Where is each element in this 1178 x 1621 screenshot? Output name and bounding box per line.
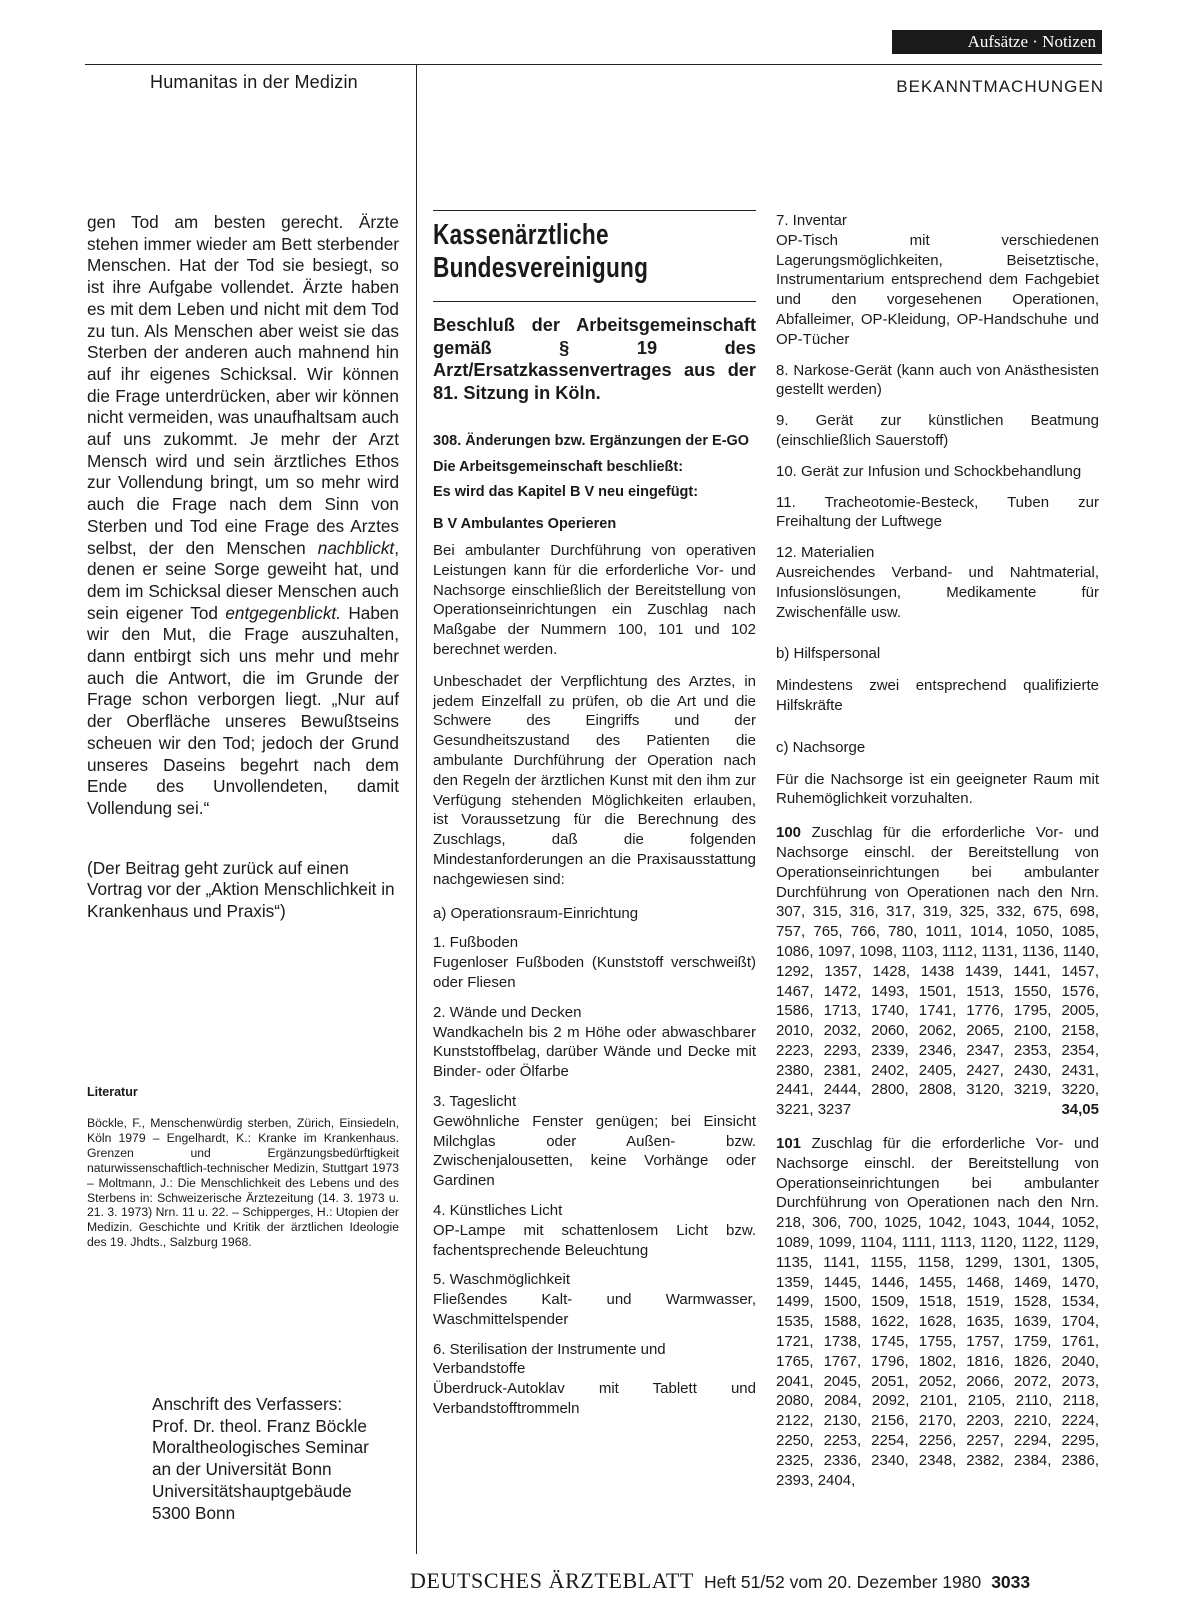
requirement-item: 3. Tageslicht Gewöhnliche Fenster genügen; bei Einsicht Milchglas oder Außen- bzw. Zwischenjalousetten, keine Vorhänge oder Gardinen <box>433 1092 756 1190</box>
announcement-column <box>433 210 756 1419</box>
fee-entry-100 <box>776 823 1099 1120</box>
fee-code: 100 <box>776 824 802 842</box>
title-rule <box>433 210 756 211</box>
fee-description: Zuschlag für die erforderliche Vor- und Nachsorge einschl. der Bereitstellung von Operationseinrichtungen bei ambulanter Durchführung von Operationen nach den Nrn. 307, 315, 316, 317, 319, 325, 332, 675, 698, 757, 765, 766, 780, 1011, 1014, 1050, 1085, 1086, 1097, 1098, 1103, 1112, 1131, 1136, 1140, 1292, 1357, 1428, 1438 1439, 1441, 1457, 1467, 1472, 1493, 1501, 1513, 1550, 1576, 1586, 1713, 1740, 1741, 1776, 1795, 2005, 2010, 2032, 2060, 2062, 2065, 2100, 2158, 2223, 2293, 2339, 2346, 2347, 2353, 2354, 2380, 2381, 2402, 2405, 2427, 2430, 2431, 2441, 2444, 2800, 2808, 3120, 3219, 3220, 3221, 3237 <box>776 824 1099 1119</box>
section-title-left: Humanitas in der Medizin <box>150 72 358 92</box>
chapter-inserted: Es wird das Kapitel B V neu eingefügt: <box>433 484 699 500</box>
requirement-item: 9. Gerät zur künstlichen Beatmung (einschließlich Sauerstoff) <box>776 412 1099 449</box>
resolution-heading: Beschluß der Arbeitsgemeinschaft gemäß § 19 des Arzt/Ersatzkassenvertrages aus der 81. Sitzung in Köln. <box>433 315 756 403</box>
requirement-item: 6. Sterilisation der Instrumente und Verbandstoffe Überdruck-Autoklav mit Tablett und Verbandstofftrommeln <box>433 1340 756 1418</box>
requirement-item: 11. Tracheotomie-Besteck, Tuben zur Freihaltung der Luftwege <box>776 493 1099 531</box>
section-title-right: BEKANNTMACHUNGEN <box>896 77 1104 96</box>
address-line: Prof. Dr. theol. Franz Böckle <box>152 1415 367 1436</box>
literature-heading: Literatur <box>87 1085 138 1099</box>
requirement-item: 10. Gerät zur Infusion und Schockbehandlung <box>776 462 1082 480</box>
literature-list: Böckle, F., Menschenwürdig sterben, Zürich, Einsiedeln, Köln 1979 – Engelhardt, K.: Kranke im Krankenhaus. Grenzen und Ergänzungsbedürftigkeit naturwissenschaftlich-technischer Medizin, Stuttgart 1973 – Moltmann, J.: Die Menschlichkeit des Lebens und des Sterbens in: Schweizerische Ärztezeitung (14. 3. 1973 u. 21. 3. 1973) Nrn. 11 u. 22. – Schipperges, H.: Utopien der Medizin. Geschichte und Kritik der ärztlichen Ideologie des 19. Jhdts., Salzburg 1968. <box>87 1116 399 1250</box>
page-footer <box>410 1568 1030 1594</box>
paragraph: Bei ambulanter Durchführung von operativen Leistungen kann für die erforderliche Vor- und Nachsorge einschließlich der Bereitstellung von Operationseinrichtungen ein Zuschlag nach Maßgabe der Nummern 100, 101 und 102 berechnet werden. <box>433 542 756 658</box>
subsection-heading: c) Nachsorge <box>776 738 866 756</box>
article-paragraph: gen Tod am besten gerecht. Ärzte stehen immer wieder am Bett sterbender Menschen. Hat der Tod sie besiegt, so ist ihre Aufgabe vollendet. Ärzte haben es mit dem Leben und nicht mit dem Tod zu tun. Als Menschen aber weist sie das Sterben der anderen auch mahnend hin auf ihr eigenes Schicksal. Wir können die Frage unterdrücken, aber wir können nicht vermeiden, was unaufhaltsam auch auf uns zukommt. Je mehr der Arzt Mensch wird und sein ärztliches Ethos zur Vollendung bringt, um so mehr wird auch die Frage nach dem Sinn von Sterben und Tod eine Frage des Arztes selbst, der den Menschen nachblickt, denen er seine Sorge geweiht hat, und dem im Schicksal dieser Menschen auch sein eigener Tod entgegenblickt. Haben wir den Mut, die Frage auszuhalten, dann entbirgt sich uns mehr und mehr auch die Antwort, die im Grunde der Frage schon verborgen liegt. „Nur auf der Oberfläche unseres Bewußtseins scheuen wir den Tod; jedoch der Grund unseres Daseins begehrt nach dem Ende des Unvollendeten, damit Vollendung sei.“ <box>87 212 399 818</box>
address-line: Universitätshauptgebäude <box>152 1480 352 1501</box>
announcement-column-right <box>776 211 1099 1490</box>
resolution-statement: Die Arbeitsgemeinschaft beschließt: <box>433 458 684 475</box>
requirement-item: 5. Waschmöglichkeit Fließendes Kalt- und Warmwasser, Waschmittelspender <box>433 1271 756 1328</box>
section-tag: Aufsätze · Notizen <box>892 30 1102 54</box>
paragraph: Unbeschadet der Verpflichtung des Arztes, in jedem Einzelfall zu prüfen, ob die Art und die Schwere des Eingriffs und der Gesundheitszustand des Patienten die ambulante Durchführung der Operation nach den Regeln der ärztlichen Kunst mit den ihm zur Verfügung stehenden Möglichkeiten erlauben, ist Voraussetzung für die Berechnung des Zuschlags, daß die folgenden Mindestanforderungen an die Praxisausstattung nachgewiesen sind: <box>433 672 756 888</box>
address-line: an der Universität Bonn <box>152 1459 332 1480</box>
journal-name: DEUTSCHES ÄRZTEBLATT <box>410 1568 694 1593</box>
fee-description: Zuschlag für die erforderliche Vor- und Nachsorge einschl. der Bereitstellung von Operationseinrichtungen bei ambulanter Durchführung von Operationen nach den Nrn. 218, 306, 700, 1025, 1042, 1043, 1044, 1052, 1089, 1099, 1104, 1111, 1113, 1120, 1122, 1129, 1135, 1141, 1155, 1158, 1299, 1301, 1305, 1359, 1445, 1446, 1455, 1468, 1469, 1470, 1499, 1500, 1509, 1518, 1519, 1528, 1534, 1535, 1588, 1622, 1628, 1635, 1639, 1704, 1721, 1738, 1745, 1755, 1757, 1759, 1761, 1765, 1767, 1796, 1802, 1816, 1826, 2040, 2041, 2045, 2051, 2052, 2066, 2072, 2073, 2080, 2084, 2092, 2101, 2105, 2110, 2118, 2122, 2130, 2156, 2170, 2203, 2210, 2224, 2250, 2253, 2254, 2256, 2257, 2294, 2295, 2325, 2336, 2340, 2348, 2382, 2384, 2386, 2393, 2404, <box>776 1135 1099 1489</box>
requirement-item: 2. Wände und Decken Wandkacheln bis 2 m Höhe oder abwaschbarer Kunststoffbelag, darüber Wände und Decke mit Binder- oder Ölfarbe <box>433 1003 756 1081</box>
fee-code: 101 <box>776 1135 802 1153</box>
issue-info: Heft 51/52 vom 20. Dezember 1980 <box>703 1572 982 1592</box>
chapter-title: B V Ambulantes Operieren <box>433 515 617 532</box>
column-divider <box>416 64 417 1554</box>
requirement-item: 12. Materialien Ausreichendes Verband- und Nahtmaterial, Infusionslösungen, Medikamente für Zwischenfälle usw. <box>776 544 1099 621</box>
fee-entry-101 <box>776 1134 1099 1490</box>
requirement-item: 1. Fußboden Fugenloser Fußboden (Kunststoff verschweißt) oder Fliesen <box>433 934 756 991</box>
article-note: (Der Beitrag geht zurück auf einen Vortrag vor der „Aktion Menschlichkeit in Krankenhaus und Praxis“) <box>87 857 395 922</box>
title-rule <box>433 301 756 302</box>
subsection-heading: a) Operationsraum-Einrichtung <box>433 904 639 922</box>
header-rule <box>85 64 1102 65</box>
page-number: 3033 <box>991 1572 1031 1592</box>
item-308-heading: 308. Änderungen bzw. Ergänzungen der E-GO <box>433 433 750 449</box>
address-line: Moraltheologisches Seminar <box>152 1437 369 1458</box>
address-line: 5300 Bonn <box>152 1502 236 1523</box>
organization-title: Kassenärztliche Bundesvereinigung <box>433 219 649 284</box>
paragraph: Für die Nachsorge ist ein geeigneter Raum mit Ruhemöglichkeit vorzuhalten. <box>776 770 1099 808</box>
article-body-left <box>87 212 399 923</box>
subsection-heading: b) Hilfspersonal <box>776 645 881 663</box>
requirement-item: 8. Narkose-Gerät (kann auch von Anästhesisten gestellt werden) <box>776 361 1099 399</box>
fee-amount: 34,05 <box>1061 1101 1099 1119</box>
requirement-item: 4. Künstliches Licht OP-Lampe mit schattenlosem Licht bzw. fachentsprechende Beleuchtung <box>433 1201 756 1259</box>
requirement-item: 7. Inventar OP-Tisch mit verschiedenen Lagerungsmöglichkeiten, Beisetztische, Instrumentarium entsprechend dem Fachgebiet und den vorgesehenen Operationen, Abfalleimer, OP-Kleidung, OP-Handschuhe und OP-Tücher <box>776 212 1099 348</box>
paragraph: Mindestens zwei entsprechend qualifizierte Hilfskräfte <box>776 677 1099 714</box>
author-address <box>152 1394 412 1524</box>
address-line: Anschrift des Verfassers: <box>152 1394 343 1414</box>
